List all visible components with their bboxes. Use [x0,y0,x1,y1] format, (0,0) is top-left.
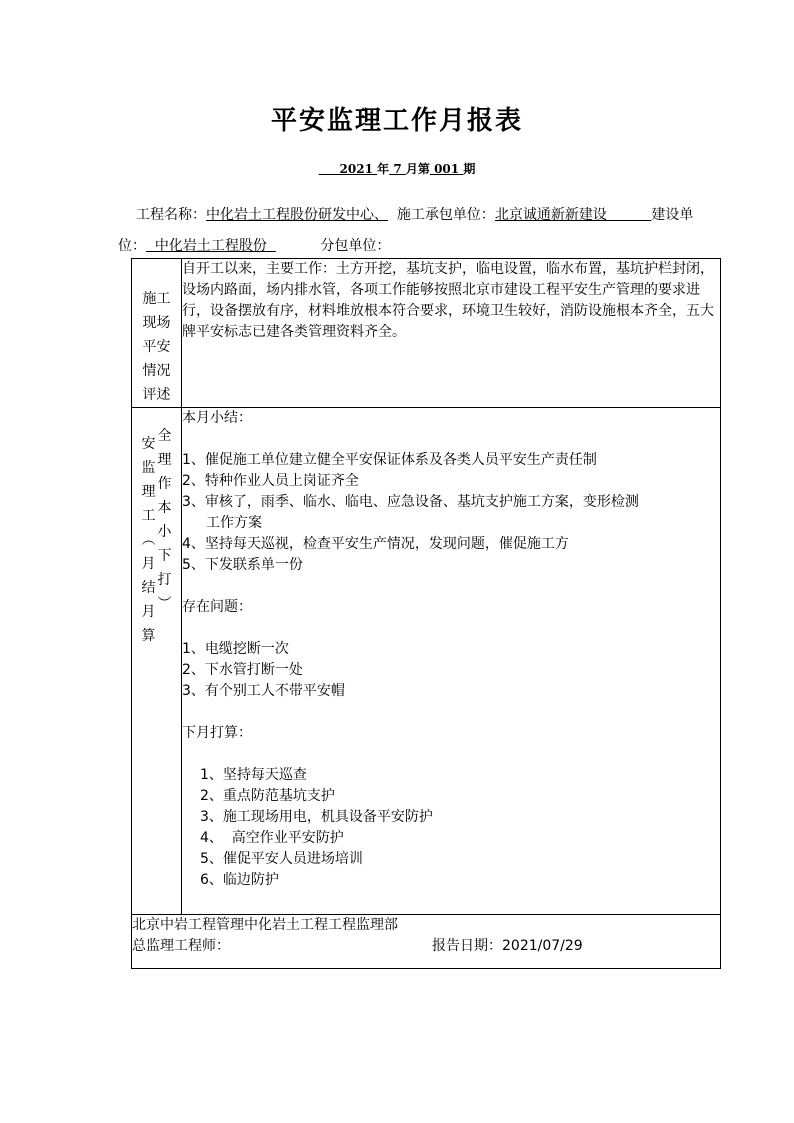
list-item: 3、有个别工人不带平安帽 [182,683,345,699]
report-date-value: 2021/07/29 [502,938,583,954]
period-suffix: 期 [463,162,476,176]
owner-value: 中化岩土工程股份 [154,238,267,254]
project-value: 中化岩土工程股份研发中心、 [206,207,388,223]
next-month-plan [182,723,720,891]
report-period [0,160,794,177]
list-item: 6、临边防护 [200,872,279,888]
report-table [131,258,721,969]
contractor-label: 施工承包单位： [396,207,495,223]
work-label: 安 监 理 工 ︵ 月 结 月 算 全 理 作 本 小 下 打 ︶ [141,428,172,644]
list-item: 2、下水管打断一处 [182,662,303,678]
problems-title: 存在问题： [182,599,252,615]
contractor-value: 北京诚通新新建设 [494,207,607,223]
owner-label-part2: 位： [118,238,146,254]
owner-label-part1: 建设单 [651,207,694,223]
page-title: 平安监理工作月报表 [270,106,523,136]
report-date-label: 报告日期： [432,938,502,954]
list-item: 2、重点防范基坑支护 [200,788,335,804]
info-line-2 [118,235,390,255]
list-item: 3、施工现场用电，机具设备平安防护 [200,809,433,825]
supervision-org: 北京中岩工程管理中化岩土工程工程监理部 [132,917,398,933]
site-review-cell [182,259,721,408]
subcontractor-label: 分包单位： [320,238,391,254]
monthly-summary [182,408,720,576]
period-month: 7 [393,162,402,176]
list-item: 4、坚持每天巡视，检查平安生产情况，发现问题，催促施工方 [182,536,569,552]
site-review-label: 施工 现场 平安 情况 评述 [142,291,171,403]
period-month-suffix: 月第 [405,162,430,176]
project-label: 工程名称： [136,207,206,223]
footer-cell [132,915,721,969]
work-label-cell [132,408,182,915]
period-year: 2021 [339,162,373,176]
info-line-1 [136,204,693,224]
summary-title: 本月小结： [182,410,252,426]
list-item: 1、坚持每天巡查 [200,767,307,783]
work-content-cell [182,408,721,915]
site-review-text: 自开工以来，主要工作：土方开挖，基坑支护，临电设置，临水布置，基坑护栏封闭，设场内路面，场内排水管，各项工作能够按照北京市建设工程平安生产管理的要求进行，设备摆放有序，材料堆放根本符合要求，环境卫生较好，消防设施根本齐全，五大牌平安标志已建各类管理资料齐全。 [182,261,714,340]
period-number: 001 [434,162,460,176]
chief-engineer-label: 总监理工程师： [132,938,230,954]
list-item: 5、催促平安人员进场培训 [200,851,363,867]
list-item: 工作方案 [206,515,262,531]
site-review-label-cell [132,259,182,408]
existing-problems [182,597,720,702]
period-year-suffix: 年 [377,162,390,176]
list-item: 5、下发联系单一份 [182,557,303,573]
list-item: 1、电缆挖断一次 [182,641,289,657]
list-item: 2、特种作业人员上岗证齐全 [182,473,359,489]
list-item: 4、 高空作业平安防护 [200,830,344,846]
plan-title: 下月打算： [182,725,252,741]
list-item: 3、审核了，雨季、临水、临电、应急设备、基坑支护施工方案，变形检测 [182,494,639,510]
list-item: 1、催促施工单位建立健全平安保证体系及各类人员平安生产责任制 [182,452,597,468]
